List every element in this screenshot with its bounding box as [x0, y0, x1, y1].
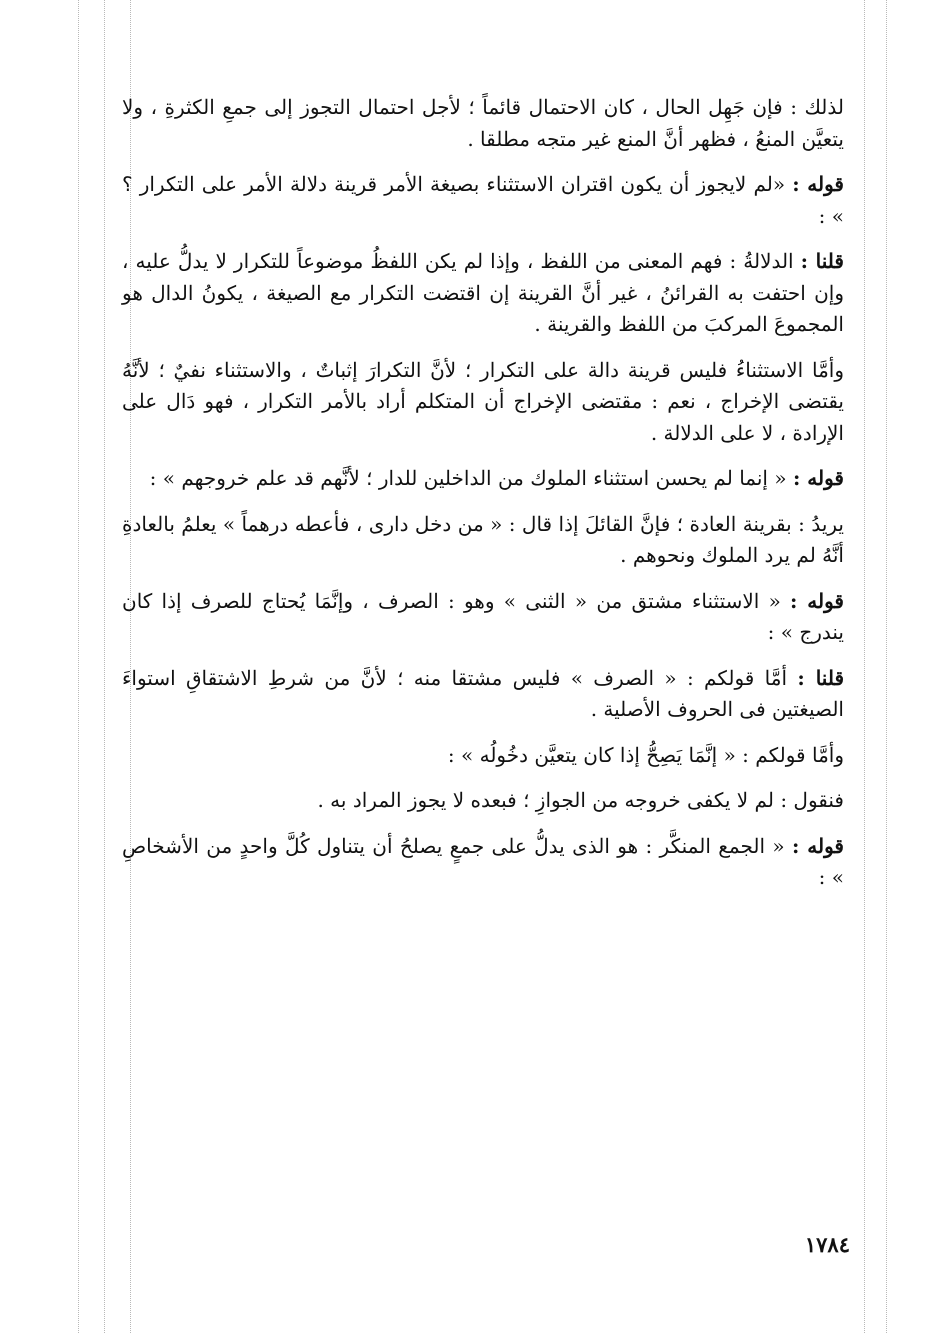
paragraph-text: أمَّا قولكم : « الصرف » فليس مشتقا منه ؛ لأنَّ من شرطِ الاشتقاقِ استواءَ الصيغتين فى الحروف الأصلية .	[122, 665, 844, 721]
paragraph	[122, 463, 844, 495]
paragraph-text: « إنما لم يحسن استثناء الملوك من الداخلين للدار ؛ لأنَّهم قد علم خروجهم » :	[149, 466, 793, 490]
paragraph-text: وأمَّا الاستثناءُ فليس قرينة دالة على التكرار ؛ لأنَّ التكرارَ إثباتٌ ، والاستثناء نفيٌ ؛ لأنَّهُ يقتضى الإخراج ، نعم : مقتضى الإخراج أن المتكلم أراد بالأمر التكرار ، فهو دَال على الإرادة ، لا على الدلالة .	[122, 357, 844, 445]
margin-guide-line	[78, 0, 79, 1333]
margin-guide-line	[864, 0, 865, 1333]
paragraph	[122, 92, 844, 155]
paragraph	[122, 246, 844, 341]
paragraph-text: وأمَّا قولكم : « إنَّمَا يَصِحُّ إذا كان يتعيَّن دخُولُه » :	[447, 742, 844, 767]
paragraph-text: الدلالةُ : فهم المعنى من اللفظ ، وإذا لم يكن اللفظُ موضوعاً للتكرار لا يدلُّ عليه ، وإن احتفت به القرائنُ ، غير أنَّ القرينة إن اقتضت التكرار مع الصيغة ، يكونُ الدال هو المجموعَ المركبَ من اللفظ والقرينة .	[122, 249, 844, 336]
paragraph-text: فنقول : لم لا يكفى خروجه من الجوازِ ؛ فبعده لا يجوز المراد به .	[317, 788, 844, 812]
paragraph	[122, 785, 844, 817]
paragraph-lead: قوله :	[792, 172, 844, 196]
paragraph-text: « الاستثناء مشتق من « الثنى » وهو : الصرف ، وإنَّمَا يُحتاج للصرف إذا كان يندرج » :	[122, 588, 844, 644]
paragraph	[122, 663, 844, 726]
paragraph	[122, 509, 844, 572]
paragraph	[122, 169, 844, 232]
paragraph	[122, 740, 844, 772]
paragraph-lead: قوله :	[792, 466, 844, 490]
page-body	[122, 92, 844, 908]
margin-guide-line	[104, 0, 105, 1333]
paragraph-lead: قوله :	[791, 833, 844, 858]
margin-guide-line	[886, 0, 887, 1333]
paragraph-text: « الجمع المنكَّر : هو الذى يدلُّ على جمعٍ يصلحُ أن يتناول كُلَّ واحدٍ من الأشخاصِ » :	[122, 833, 844, 889]
paragraph-lead: قوله :	[790, 588, 844, 613]
paragraph-text: «لم لايجوز أن يكون اقتران الاستثناء بصيغة الأمر قرينة دلالة الأمر على التكرار ؟ » :	[122, 172, 844, 228]
paragraph-lead: قلنا :	[797, 665, 844, 690]
page-number: ١٧٨٤	[804, 1232, 850, 1257]
paragraph	[122, 586, 844, 649]
paragraph	[122, 355, 844, 450]
paragraph-lead: قلنا :	[800, 249, 844, 273]
paragraph-text: يريدُ : بقرينة العادة ؛ فإنَّ القائلَ إذا قال : « من دخل دارى ، فأعطه درهماً » يعلمُ بالعادةِ أنَّهُ لم يرد الملوك ونحوهم .	[122, 511, 844, 567]
paragraph-text: لذلك : فإن جَهِل الحال ، كان الاحتمال قائماً ؛ لأجل احتمال التجوز إلى جمعِ الكثرةِ ، ولا يتعيَّن المنعُ ، فظهر أنَّ المنع غير متجه مطلقا .	[122, 95, 844, 151]
paragraph	[122, 831, 844, 894]
